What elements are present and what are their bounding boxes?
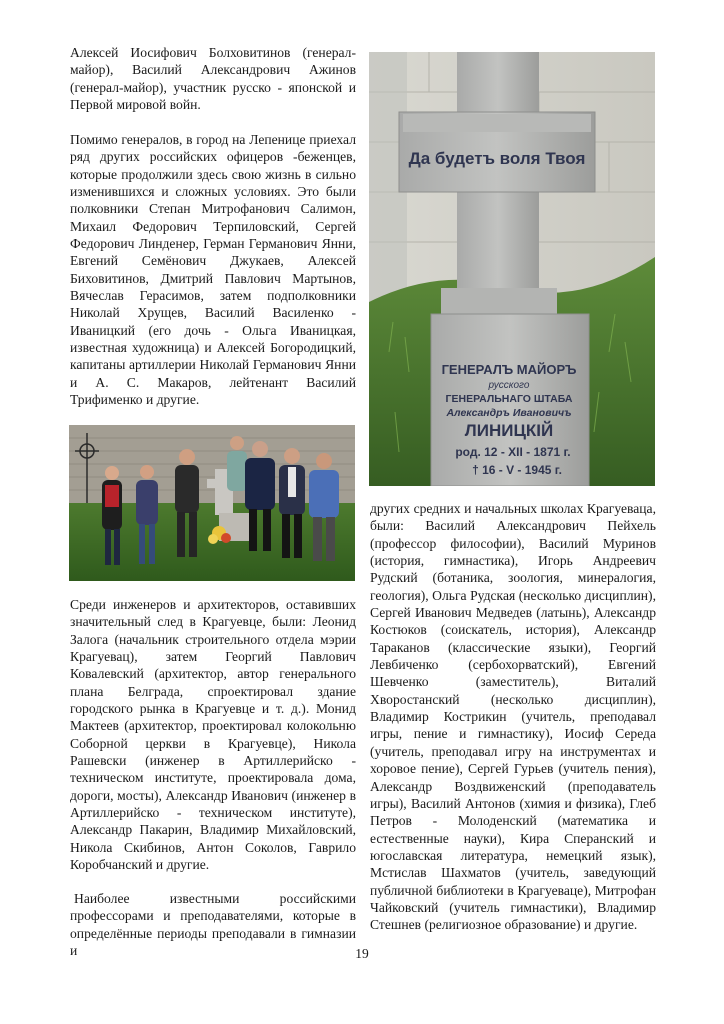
plaque-line-4: Александръ Ивановичъ [446, 407, 572, 419]
cross-inscription: Да будетъ воля Твоя [408, 149, 586, 168]
grave-photo [369, 52, 655, 486]
plaque-line-1: ГЕНЕРАЛЪ МАЙОРЪ [441, 362, 577, 377]
page-number: 19 [355, 946, 369, 961]
left-paragraph-1: Алексей Иосифович Болховитинов (генерал-майор), Василий Александрович Ажинов (генерал-майор), участник русско - японской и Первой мировой войн. [70, 45, 356, 113]
plaque-line-2: русского [488, 380, 530, 391]
plaque-line-5: ЛИНИЦКIЙ [464, 421, 554, 440]
plaque-line-7: † 16 - V - 1945 г. [472, 463, 562, 477]
left-paragraph-4: Наиболее известными российскими профессорами и преподавателями, которые в определённые периоды преподавали в гимназии и [70, 891, 356, 959]
plaque-line-3: ГЕНЕРАЛЬНАГО ШТАБА [445, 393, 573, 405]
left-paragraph-3: Среди инженеров и архитекторов, оставивших значительный след в Крагуевце, были: Леонид Залога (начальник строительного отдела мэрии Крагуевац), затем Георгий Павлович Ковалевский (архитектор, автор генерального плана Белграда, спроектировал здание городского рынка в Крагуевце и т. д.). Монид Мактеев (архитектор, проектировал колокольню Соборной церкви в Крагуевце), Никола Рашевски (инженер в Артиллерийско - техническом институте, проектировала дома, дороги, мосты), Александр Иванович (инженер в Артиллерийско - техническом институте), Александр Пакарин, Владимир Михайловский, Никола Скибинов, Антон Соколов, Гаврило Коробчанский и другие. [70, 597, 356, 873]
right-paragraph-1: других средних и начальных школах Крагуеваца, были: Василий Александрович Пейхель (профессор философии), Василий Муринов (история, гимнастика), Игорь Андреевич Рудский (ботаника, зоология, минералогия, геология), Ольга Рудская (несколько дисциплин), Сергей Иванович Медведев (латынь), Александр Костюков (соискатель, история), Александр Тараканов (классические языки), Георгий Левбиченко (сербохорватский), Евгений Шевченко (заместитель), Виталий Хворостанский (несколько дисциплин), Владимир Кострикин (учитель, преподавал игры, пение и гимнастику), Иосиф Середа (учитель, преподавал игру на инструментах и хоровое пение), Сергей Гурьев (учитель пения), Александр Воздвиженский (преподаватель игры), Василий Антонов (химия и физика), Глеб Петров - Молоденский (математика и естественные науки), Кира Сперанский и югославская литература, немецкий язык), Мстислав Шахматов (учитель, заведующий публичной библиотеки в Крагуеваце), Митрофан Чайковский (учитель гимнастики), Владимир Стешнев (религиозное образование) и другие. [370, 501, 656, 933]
group-photo [69, 425, 355, 581]
plaque-line-6: род. 12 - XII - 1871 г. [455, 445, 571, 459]
left-paragraph-2: Помимо генералов, в город на Лепенице приехал ряд других российских офицеров -беженцев, которые продолжили здесь свою жизнь в сильно изменившихся и сложных условиях. Это были полковники Степан Митрофанович Салимон, Михаил Федорович Терпиловский, Сергей Федорович Линденер, Герман Германович Янни, Евгений Семёнович Джукаев, Алексей Биховитинов, Дмитрий Павлович Мартынов, Вячеслав Герасимов, затем подполковники Николай Хрущев, Василий Василенко - Иваницкий (его дочь - Ольга Иваницкая, известная художница) и Алексей Богородицкий, капитаны артиллерии Николай Германович Янни и А. С. Макаров, лейтенант Василий Трифименко и другие. [70, 132, 356, 408]
